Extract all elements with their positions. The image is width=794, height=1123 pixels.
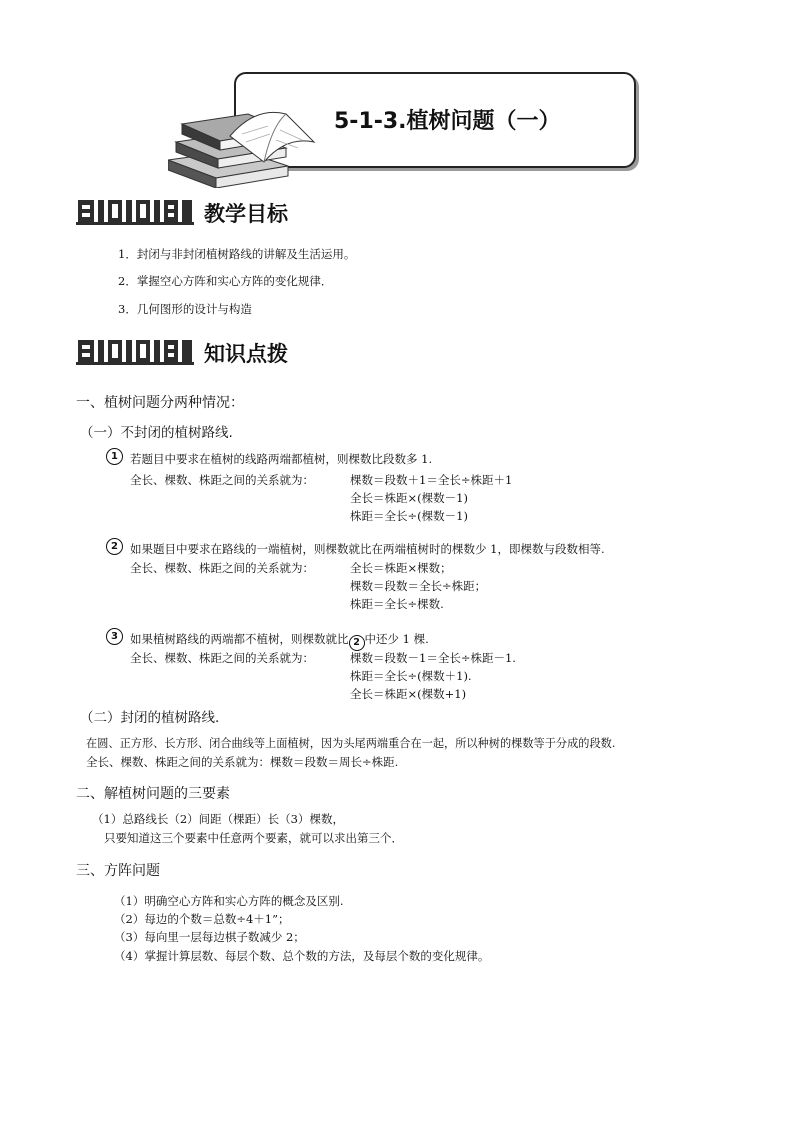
case3-formula: 全长＝株距×(棵数+1) (350, 687, 467, 701)
case3-text-b: 中还少 1 棵. (364, 632, 429, 646)
case2-formula: 株距＝全长÷棵数. (350, 597, 444, 611)
case3-formula: 棵数＝段数－1＝全长÷株距－1. (350, 651, 516, 665)
case3-text-a: 如果植树路线的两端都不植树，则棵数就比 (130, 632, 349, 646)
heading-part1: 一、植树问题分两种情况： (76, 395, 244, 411)
circled-number: 2 (106, 538, 123, 555)
case1-formula: 株距＝全长÷(棵数－1) (350, 509, 468, 523)
section-decoration-icon (76, 336, 194, 366)
three-elements-note: 只要知道这三个要素中任意两个要素，就可以求出第三个． (104, 831, 403, 845)
case2-relation-label: 全长、棵数、株距之间的关系就为： (130, 561, 314, 575)
case2-formula: 全长＝株距×棵数； (350, 561, 452, 575)
subheading-open-route: （一）不封闭的植树路线. (80, 425, 233, 441)
section-title-goals: 教学目标 (204, 202, 288, 226)
case1-relation-label: 全长、棵数、株距之间的关系就为： (130, 473, 314, 487)
section-title-knowledge: 知识点拨 (204, 342, 288, 366)
goal-item: 3．几何图形的设计与构造 (118, 302, 252, 316)
case3-text (130, 631, 429, 651)
three-elements: （1）总路线长（2）间距（棵距）长（3）棵数， (92, 812, 344, 826)
section-decoration-icon (76, 196, 194, 226)
closed-route-text: 在圆、正方形、长方形、闭合曲线等上面植树，因为头尾两端重合在一起，所以种树的棵数等于分成的段数. (86, 737, 616, 750)
case3-formula: 株距＝全长÷(棵数＋1). (350, 669, 472, 683)
square-array-item: （1）明确空心方阵和实心方阵的概念及区别. (114, 894, 344, 908)
books-illustration (168, 96, 318, 188)
square-array-item: （4）掌握计算层数、每层个数、总个数的方法，及每层个数的变化规律。 (114, 949, 490, 963)
heading-part3: 三、方阵问题 (76, 863, 160, 879)
circled-number: 3 (106, 628, 123, 645)
closed-route-relation: 全长、棵数、株距之间的关系就为：棵数＝段数＝周长÷株距. (86, 755, 399, 769)
case1-formula: 棵数＝段数＋1＝全长÷株距＋1 (350, 473, 513, 487)
case2-text: 如果题目中要求在路线的一端植树，则棵数就比在两端植树时的棵数少 1，即棵数与段数相等. (130, 542, 605, 556)
goal-item: 2．掌握空心方阵和实心方阵的变化规律． (118, 274, 333, 288)
case1-text: 若题目中要求在植树的线路两端都植树，则棵数比段数多 1. (130, 452, 433, 466)
square-array-item: （3）每向里一层每边棋子数减少 2； (114, 930, 305, 944)
circled-number: 1 (106, 448, 123, 465)
goal-item: 1．封闭与非封闭植树路线的讲解及生活运用。 (118, 247, 356, 261)
circled-number-ref: 2 (349, 635, 365, 651)
heading-part2: 二、解植树问题的三要素 (76, 786, 230, 802)
case1-formula: 全长＝株距×(棵数－1) (350, 491, 468, 505)
square-array-item: （2）每边的个数＝总数÷4＋1”； (114, 912, 290, 926)
page-title: 5-1-3.植树问题（一） (334, 109, 561, 134)
case3-relation-label: 全长、棵数、株距之间的关系就为： (130, 651, 314, 665)
case2-formula: 棵数＝段数＝全长÷株距； (350, 579, 487, 593)
subheading-closed-route: （二）封闭的植树路线. (80, 710, 220, 726)
